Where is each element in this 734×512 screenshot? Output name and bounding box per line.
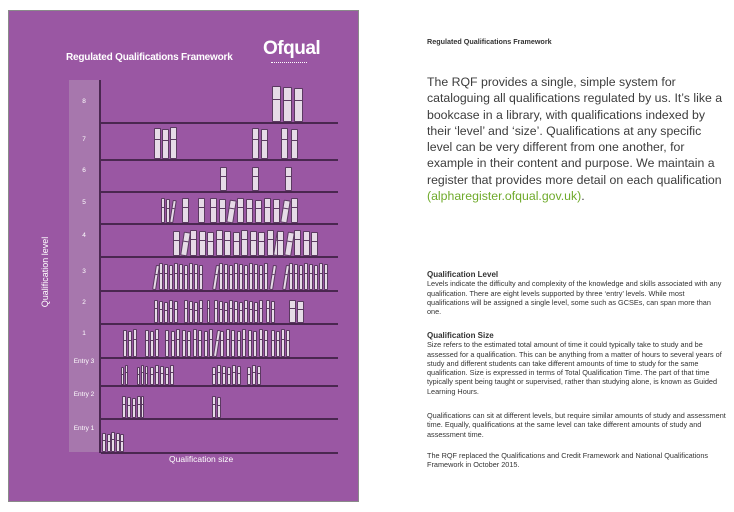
level-label-entry-1: Entry 1 [73, 425, 95, 432]
book-spine [154, 128, 161, 159]
book-spine [233, 232, 240, 256]
book-spine [219, 199, 226, 223]
book-spine [234, 301, 238, 323]
book-spine [284, 232, 295, 257]
book-spine [264, 263, 268, 290]
shelf-line [101, 418, 338, 420]
y-axis-label: Qualification level [40, 236, 50, 308]
book-spine [289, 263, 293, 290]
book-spine [182, 198, 189, 223]
book-spine [299, 265, 303, 290]
book-spine [133, 329, 137, 357]
book-spine [237, 331, 241, 357]
level-label-5: 5 [82, 199, 86, 206]
book-spine [194, 264, 198, 290]
book-spine [232, 365, 236, 385]
book-spine [222, 366, 226, 385]
rqf-bookcase-poster [8, 10, 359, 502]
book-spine [165, 367, 169, 385]
shelf-line [101, 256, 338, 258]
book-spine [193, 329, 197, 357]
book-spine [212, 396, 216, 418]
book-spine [199, 300, 203, 323]
book-spine [264, 198, 271, 223]
y-axis [99, 80, 101, 453]
book-spine [242, 329, 246, 357]
shelf-line [101, 385, 338, 387]
level-label-6: 6 [82, 167, 86, 174]
book-spine [116, 433, 120, 452]
book-spine [224, 302, 228, 323]
book-spine [248, 330, 252, 357]
book-spine [261, 129, 268, 159]
book-spine [212, 367, 216, 385]
shelf-line [101, 357, 338, 359]
book-spine [123, 330, 127, 357]
book-spine [150, 331, 154, 357]
size-section [427, 331, 727, 396]
book-spine [145, 330, 149, 357]
book-spine [170, 127, 177, 159]
book-spine [189, 263, 193, 290]
book-spine [164, 264, 168, 290]
book-spine [244, 265, 248, 290]
book-spine [229, 265, 233, 290]
intro-end: . [581, 189, 585, 204]
book-spine [189, 301, 193, 323]
book-spine [194, 302, 198, 323]
shelf-line [101, 452, 338, 454]
book-spine [159, 263, 163, 290]
book-spine [125, 365, 128, 385]
book-spine [271, 330, 275, 357]
book-spine [120, 434, 124, 452]
book-spine [165, 330, 169, 357]
book-spine [198, 330, 202, 357]
book-spine [229, 300, 233, 323]
book-spine [311, 232, 318, 256]
shelf-line [101, 290, 338, 292]
book-spine [249, 263, 253, 290]
book-spine [283, 87, 292, 122]
book-spine [217, 365, 221, 385]
book-spine [239, 264, 243, 290]
book-spine [231, 330, 235, 357]
book-spine [253, 331, 257, 357]
book-spine [150, 367, 154, 385]
shelf-line [101, 122, 338, 124]
book-spine [281, 329, 285, 357]
book-spine [246, 199, 253, 223]
book-spine [314, 265, 318, 290]
book-spine [184, 300, 188, 323]
book-spine [269, 265, 277, 290]
logo-dots [271, 62, 307, 63]
book-spine [252, 167, 259, 191]
book-spine [319, 263, 323, 290]
book-spine [141, 396, 144, 418]
book-spine [204, 331, 208, 357]
book-spine [254, 264, 258, 290]
book-spine [207, 232, 214, 256]
book-spine [155, 329, 159, 357]
level-label-8: 8 [82, 98, 86, 105]
book-spine [169, 200, 177, 223]
book-spine [169, 265, 173, 290]
book-spine [171, 331, 175, 357]
book-spine [276, 331, 280, 357]
book-spine [190, 230, 197, 256]
book-spine [160, 366, 164, 385]
shelf-line [101, 223, 338, 225]
level-text: Levels indicate the difficulty and complexity of the knowledge and skills associated with any qualification. There are eight levels supported by three ‘entry’ levels. While most qualifications will be assigned a single level, some such as GCSEs, can span more than one. [427, 279, 722, 317]
book-spine [220, 331, 224, 357]
level-label-3: 3 [82, 268, 86, 275]
register-link[interactable]: (alpharegister.ofqual.gov.uk) [427, 189, 582, 204]
book-spine [289, 300, 296, 323]
book-spine [174, 301, 178, 323]
book-spine [154, 300, 158, 323]
x-axis-label: Qualification size [169, 454, 234, 464]
book-spine [199, 231, 206, 256]
book-spine [297, 301, 304, 323]
book-spine [294, 230, 301, 256]
book-spine [226, 329, 230, 357]
book-spine [159, 301, 163, 323]
book-spine [111, 432, 115, 452]
book-spine [294, 88, 303, 122]
level-label-entry-2: Entry 2 [73, 391, 95, 398]
book-spine [272, 86, 281, 122]
book-spine [252, 365, 256, 385]
shelf-line [101, 323, 338, 325]
level-label-7: 7 [82, 136, 86, 143]
book-spine [252, 128, 259, 159]
book-spine [271, 301, 275, 323]
paragraph-rqf-replaced: The RQF replaced the Qualifications and Credit Framework and National Qualifications Framework in October 2015. [427, 451, 709, 470]
book-spine [257, 366, 261, 385]
book-spine [259, 329, 263, 357]
book-spine [210, 198, 217, 223]
book-spine [280, 200, 291, 224]
book-spine [255, 200, 262, 223]
book-spine [303, 231, 310, 256]
paragraph-levels-size: Qualifications can sit at different levels, but require similar amounts of study and assessment time. Equally, qualifications at the same level can take different amounts of study and assessment time. [427, 411, 726, 439]
book-spine [180, 232, 191, 257]
level-label-entry-3: Entry 3 [73, 358, 95, 365]
intro-paragraph [427, 74, 727, 204]
book-spine [309, 264, 313, 290]
book-spine [259, 265, 263, 290]
book-spine [179, 264, 183, 290]
shelf-line [101, 191, 338, 193]
book-spine [234, 263, 238, 290]
book-spine [286, 330, 290, 357]
book-spine [227, 367, 231, 385]
book-spine [237, 198, 244, 223]
book-spine [241, 230, 248, 256]
book-spine [217, 397, 221, 418]
intro-text: The RQF provides a single, simple system for cataloguing all qualifications regulated by us. It’s like a bookcase in a library, with qualifications indexed by their ‘level’ and ‘size’. Qualifications at any specific level can be very different from one another, for example in their content and purpose. We maintain a register that provides more detail on each qualification [427, 75, 723, 187]
poster-title: Regulated Qualifications Framework [66, 52, 233, 63]
book-spine [224, 231, 231, 256]
book-spine [174, 263, 178, 290]
book-spine [285, 167, 292, 191]
book-spine [264, 330, 268, 357]
book-spine [244, 300, 248, 323]
book-spine [145, 366, 148, 385]
book-spine [254, 302, 258, 323]
book-spine [173, 231, 180, 256]
book-spine [324, 264, 328, 290]
book-spine [122, 396, 126, 418]
book-spine [161, 198, 165, 223]
book-spine [141, 365, 144, 385]
book-spine [258, 232, 265, 256]
book-spine [216, 230, 223, 256]
book-spine [291, 198, 298, 223]
book-spine [128, 331, 132, 357]
book-spine [219, 301, 223, 323]
book-spine [219, 263, 223, 290]
book-spine [249, 301, 253, 323]
book-spine [127, 397, 131, 418]
book-spine [169, 300, 173, 323]
book-spine [199, 265, 203, 290]
level-section [427, 270, 727, 316]
book-spine [273, 199, 280, 223]
book-spine [224, 264, 228, 290]
book-spine [247, 367, 251, 385]
book-spine [102, 433, 106, 452]
book-spine [184, 265, 188, 290]
book-spine [132, 398, 136, 418]
book-spine [207, 300, 210, 323]
level-label-4: 4 [82, 232, 86, 239]
book-spine [294, 264, 298, 290]
book-spine [281, 128, 288, 159]
book-spine [107, 434, 111, 452]
book-spine [155, 365, 159, 385]
book-spine [198, 198, 205, 223]
ofqual-logo: Ofqual [263, 38, 321, 59]
framework-heading: Regulated Qualifications Framework [427, 37, 552, 46]
book-spine [182, 330, 186, 357]
book-spine [259, 300, 263, 323]
book-spine [277, 231, 284, 256]
book-spine [121, 367, 124, 385]
book-spine [304, 263, 308, 290]
book-spine [170, 365, 174, 385]
book-spine [291, 129, 298, 159]
book-spine [266, 300, 270, 323]
book-spine [187, 331, 191, 357]
book-spine [137, 367, 140, 385]
level-label-2: 2 [82, 299, 86, 306]
book-spine [237, 366, 241, 385]
book-spine [164, 302, 168, 323]
book-spine [220, 167, 227, 191]
shelf-line [101, 159, 338, 161]
book-spine [239, 302, 243, 323]
book-spine [176, 329, 180, 357]
book-spine [162, 129, 169, 159]
size-heading: Qualification Size [427, 331, 494, 340]
book-spine [250, 231, 257, 256]
book-spine [226, 200, 237, 224]
level-heading: Qualification Level [427, 270, 499, 279]
book-spine [214, 300, 218, 323]
size-text: Size refers to the estimated total amount of time it could typically take to study and be assessed for a qualification. This can be anything from a matter of hours to several years of study and different students can take different amounts of time to study for the same qualification. Size is expressed in terms of Total Qualification Time. The part of that time typically spent being taught or supervised, rather than studying alone, is known as Guided Learning Hours. [427, 340, 722, 396]
level-label-1: 1 [82, 330, 86, 337]
